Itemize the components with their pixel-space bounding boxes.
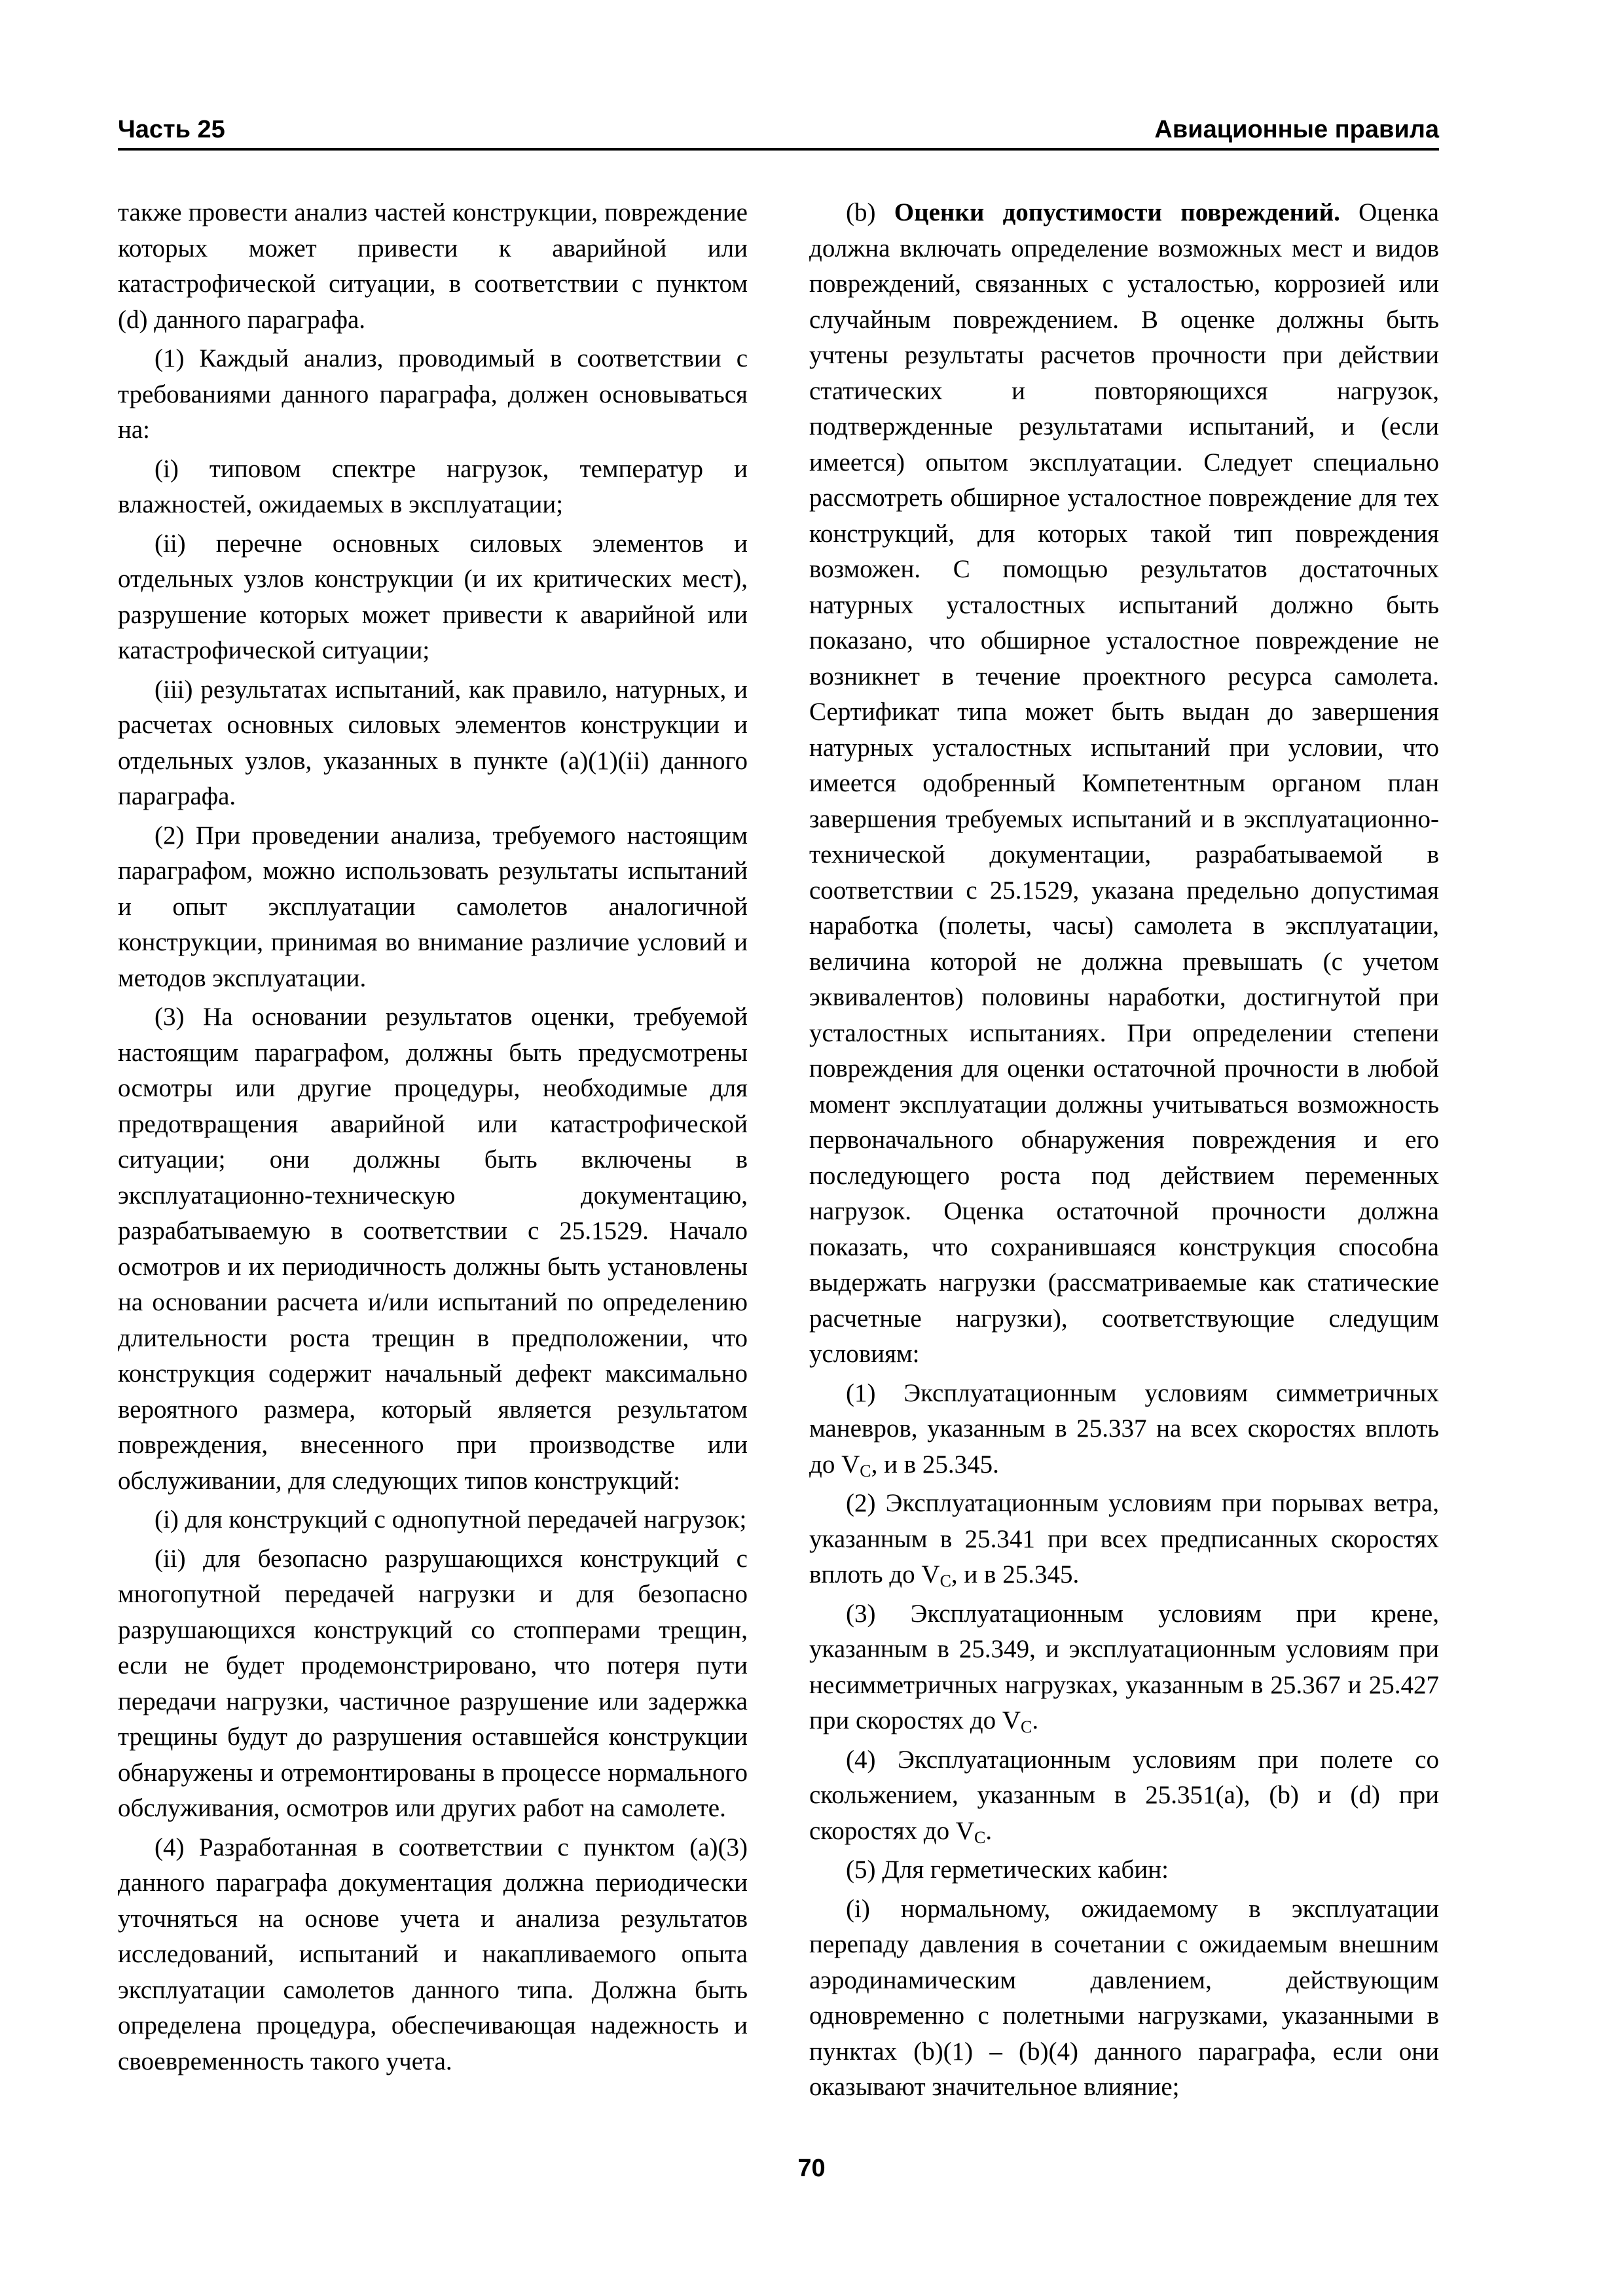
paragraph-a3-ii: (ii) для безопасно разрушающихся конструкций с многопутной передачей нагрузки и для безопасно разрушающихся конструкций со стопперами трещин, если не будет продемонстрировано, что потеря пути передачи нагрузки, частичное разрушение или задержка трещины будут до разрушения оставшейся конструкции обнаружены и отремонтированы в процессе нормального обслуживания, осмотров или других работ на самолете. [118, 1544, 748, 1822]
paragraph-a3-i: (i) для конструкций с однопутной передачей нагрузок; [155, 1505, 747, 1534]
paragraph-b1 [809, 1376, 1439, 1483]
subscript-c: C [974, 1827, 986, 1847]
header-part-label: Часть 25 [118, 116, 225, 143]
paragraph-b1-text: (1) Эксплуатационным условиям симметричных маневров, указанным в 25.337 на всех скоростях вплоть до V [809, 1378, 1439, 1479]
paragraph-b5: (5) Для герметических кабин: [846, 1856, 1169, 1884]
paragraph-b4 [809, 1742, 1439, 1850]
header-title: Авиационные правила [1154, 116, 1439, 143]
paragraph-b [809, 195, 1439, 1372]
page-number: 70 [797, 2155, 826, 2182]
paragraph-b-label: (b) [846, 198, 876, 226]
paragraph-continuation: также провести анализ частей конструкции, повреждение которых может привести к аварийной или катастрофической ситуации, в соответствии с пунктом (d) данного параграфа. [118, 198, 748, 334]
paragraph-a4: (4) Разработанная в соответствии с пунктом (a)(3) данного параграфа документация должна периодически уточняться на основе учета и анализа результатов исследований, испытаний и накапливаемого опыта эксплуатации самолетов данного типа. Должна быть определена процедура, обеспечивающая надежность и своевременность такого учета. [118, 1833, 748, 2075]
paragraph-a2: (2) При проведении анализа, требуемого настоящим параграфом, можно использовать результаты испытаний и опыт эксплуатации самолетов аналогичной конструкции, принимая во внимание различие условий и методов эксплуатации. [118, 821, 748, 992]
paragraph-b-title: Оценки допустимости повреждений. [894, 198, 1340, 226]
paragraph-b3-text: (3) Эксплуатационным условиям при крене, указанным в 25.349, и эксплуатационным условиям при несимметричных нагрузках, указанным в 25.367 и 25.427 при скоростях до V [809, 1599, 1439, 1734]
subscript-c: C [860, 1461, 871, 1480]
paragraph-b3 [809, 1596, 1439, 1739]
paragraph-a3: (3) На основании результатов оценки, требуемой настоящим параграфом, должны быть предусмотрены осмотры или другие процедуры, необходимые для предотвращения аварийной или катастрофической ситуации; они должны быть включены в эксплуатационно-техническую документацию, разрабатываемую в соответствии с 25.1529. Начало осмотров и их периодичность должны быть установлены на основании расчета и/или испытаний по определению длительности роста трещин в предположении, что конструкция содержит начальный дефект максимально вероятного размера, который является результатом повреждения, внесенного при производстве или обслуживании, для следующих типов конструкций: [118, 1003, 748, 1495]
paragraph-a1-ii: (ii) перечне основных силовых элементов и отдельных узлов конструкции (и их критических мест), разрушение которых может привести к аварийной или катастрофической ситуации; [118, 529, 748, 664]
paragraph-b2-end: , и в 25.345. [951, 1560, 1080, 1588]
paragraph-a1-i: (i) типовом спектре нагрузок, температур и влажностей, ожидаемых в эксплуатации; [118, 454, 748, 518]
paragraph-a1: (1) Каждый анализ, проводимый в соответствии с требованиями данного параграфа, должен основываться на: [118, 344, 748, 444]
paragraph-b-text: Оценка должна включать определение возможных мест и видов повреждений, связанных с усталостью, коррозией или случайным повреждением. В оценке должны быть учтены результаты расчетов прочности при действии статических и повторяющихся нагрузок, подтвержденные результатами испытаний, и (если имеется) опытом эксплуатации. Следует специально рассмотреть обширное усталостное повреждение для тех конструкций, для которых такой тип повреждения возможен. С помощью результатов достаточных натурных усталостных испытаний должно быть показано, что обширное усталостное повреждение не возникнет в течение проектного ресурса самолета. Сертификат типа может быть выдан до завершения натурных усталостных испытаний при условии, что имеется одобренный Компетентным органом план завершения требуемых испытаний и в эксплуатационно-технической документации, разрабатываемой в соответствии с 25.1529, указана предельно допустимая наработка (полеты, часы) самолета в эксплуатации, величина которой не должна превышать (с учетом эквивалентов) половины наработки, достигнутой при усталостных испытаниях. При определении степени повреждения для оценки остаточной прочности в любой момент эксплуатации должны учитываться возможность первоначального обнаружения повреждения и его последующего роста под действием переменных нагрузок. Оценка остаточной прочности должна показать, что сохранившаяся конструкция способна выдержать нагрузки (рассматриваемые как статические расчетные нагрузки), соответствующие следущим условиям: [809, 198, 1439, 1368]
paragraph-b2 [809, 1486, 1439, 1593]
paragraph-a1-iii: (iii) результатах испытаний, как правило, натурных, и расчетах основных силовых элементов конструкции и отдельных узлов, указанных в пункте (a)(1)(ii) данного параграфа. [118, 675, 748, 810]
left-column [118, 195, 748, 2083]
paragraph-b5-i: (i) нормальному, ожидаемому в эксплуатации перепаду давления в сочетании с ожидаемым внешним аэродинамическим давлением, действующим одновременно с полетными нагрузками, указанными в пунктах (b)(1) – (b)(4) данного параграфа, если они оказывают значительное влияние; [809, 1894, 1439, 2101]
right-column [809, 195, 1439, 2109]
running-header [118, 111, 1439, 151]
paragraph-b2-text: (2) Эксплуатационным условиям при порывах ветра, указанным в 25.341 при всех предписанных скоростях вплоть до V [809, 1489, 1439, 1588]
subscript-c: C [1021, 1717, 1032, 1736]
paragraph-b4-text: (4) Эксплуатационным условиям при полете со скольжением, указанным в 25.351(a), (b) и (d) при скоростях до V [809, 1745, 1439, 1845]
subscript-c: C [939, 1571, 951, 1590]
paragraph-b1-end: , и в 25.345. [871, 1450, 999, 1479]
paragraph-b3-end: . [1032, 1706, 1039, 1734]
paragraph-b4-end: . [985, 1816, 993, 1845]
